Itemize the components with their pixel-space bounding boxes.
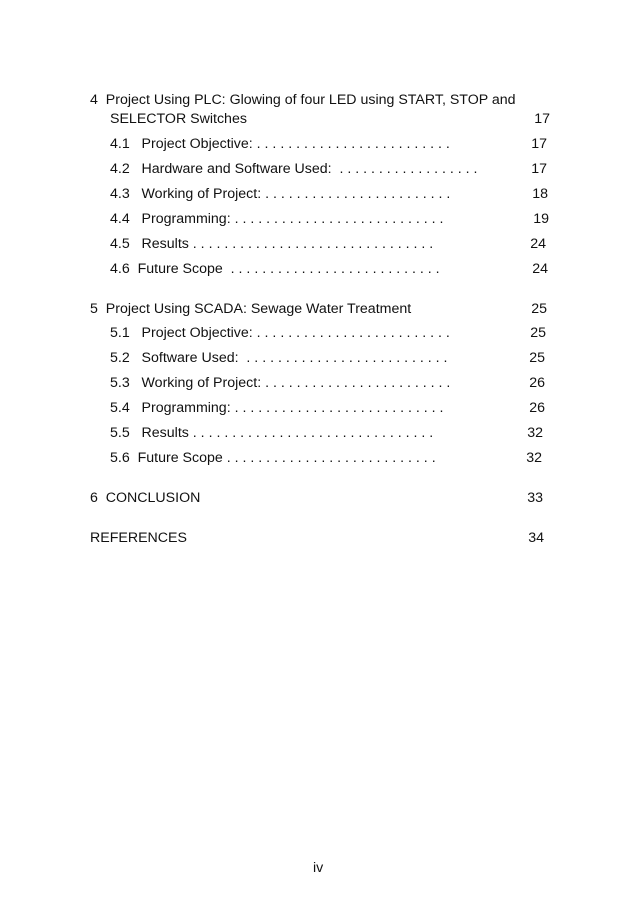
chapter-4-title-line1: 4 Project Using PLC: Glowing of four LED using START, STOP and <box>90 92 516 108</box>
toc-entry-5-6: 5.6 Future Scope . . . . . . . . . . . . . . . . . . . . . . . . . . . <box>110 450 436 466</box>
toc-entry-4-6-page: 24 <box>532 261 548 277</box>
toc-entry-5-3: 5.3 Working of Project: . . . . . . . . . . . . . . . . . . . . . . . . <box>110 375 451 391</box>
toc-entry-4-6: 4.6 Future Scope . . . . . . . . . . . . . . . . . . . . . . . . . . . <box>110 261 440 277</box>
toc-entry-5-2-page: 25 <box>529 350 545 366</box>
toc-entry-4-5: 4.5 Results . . . . . . . . . . . . . . . . . . . . . . . . . . . . . . . <box>110 236 434 252</box>
toc-entry-5-4: 5.4 Programming: . . . . . . . . . . . . . . . . . . . . . . . . . . . <box>110 400 444 416</box>
chapter-6-title: 6 CONCLUSION <box>90 490 201 506</box>
toc-entry-4-1-page: 17 <box>531 136 547 152</box>
toc-entry-4-4: 4.4 Programming: . . . . . . . . . . . . . . . . . . . . . . . . . . . <box>110 211 444 227</box>
page-number: iv <box>313 860 324 876</box>
chapter-5-page: 25 <box>531 301 547 317</box>
toc-entry-5-6-page: 32 <box>526 450 542 466</box>
chapter-5-title: 5 Project Using SCADA: Sewage Water Treatment <box>90 301 412 317</box>
toc-entry-5-5: 5.5 Results . . . . . . . . . . . . . . . . . . . . . . . . . . . . . . . <box>110 425 434 441</box>
toc-entry-5-2: 5.2 Software Used: . . . . . . . . . . . . . . . . . . . . . . . . . . <box>110 350 448 366</box>
toc-entry-4-2-page: 17 <box>531 161 547 177</box>
references-page: 34 <box>528 530 544 546</box>
chapter-4-page: 17 <box>534 111 550 127</box>
toc-entry-4-3-page: 18 <box>532 186 548 202</box>
chapter-6-page: 33 <box>527 490 543 506</box>
chapter-4-title-line2: SELECTOR Switches <box>110 111 247 127</box>
toc-entry-4-1: 4.1 Project Objective: . . . . . . . . . . . . . . . . . . . . . . . . . <box>110 136 450 152</box>
toc-entry-4-4-page: 19 <box>533 211 549 227</box>
toc-entry-4-3: 4.3 Working of Project: . . . . . . . . . . . . . . . . . . . . . . . . <box>110 186 451 202</box>
toc-entry-5-4-page: 26 <box>529 400 545 416</box>
toc-entry-5-1: 5.1 Project Objective: . . . . . . . . . . . . . . . . . . . . . . . . . <box>110 325 450 341</box>
toc-entry-5-1-page: 25 <box>530 325 546 341</box>
toc-entry-5-3-page: 26 <box>529 375 545 391</box>
toc-entry-4-5-page: 24 <box>530 236 546 252</box>
references-title: REFERENCES <box>90 530 187 546</box>
toc-entry-5-5-page: 32 <box>527 425 543 441</box>
toc-entry-4-2: 4.2 Hardware and Software Used: . . . . . . . . . . . . . . . . . . <box>110 161 478 177</box>
